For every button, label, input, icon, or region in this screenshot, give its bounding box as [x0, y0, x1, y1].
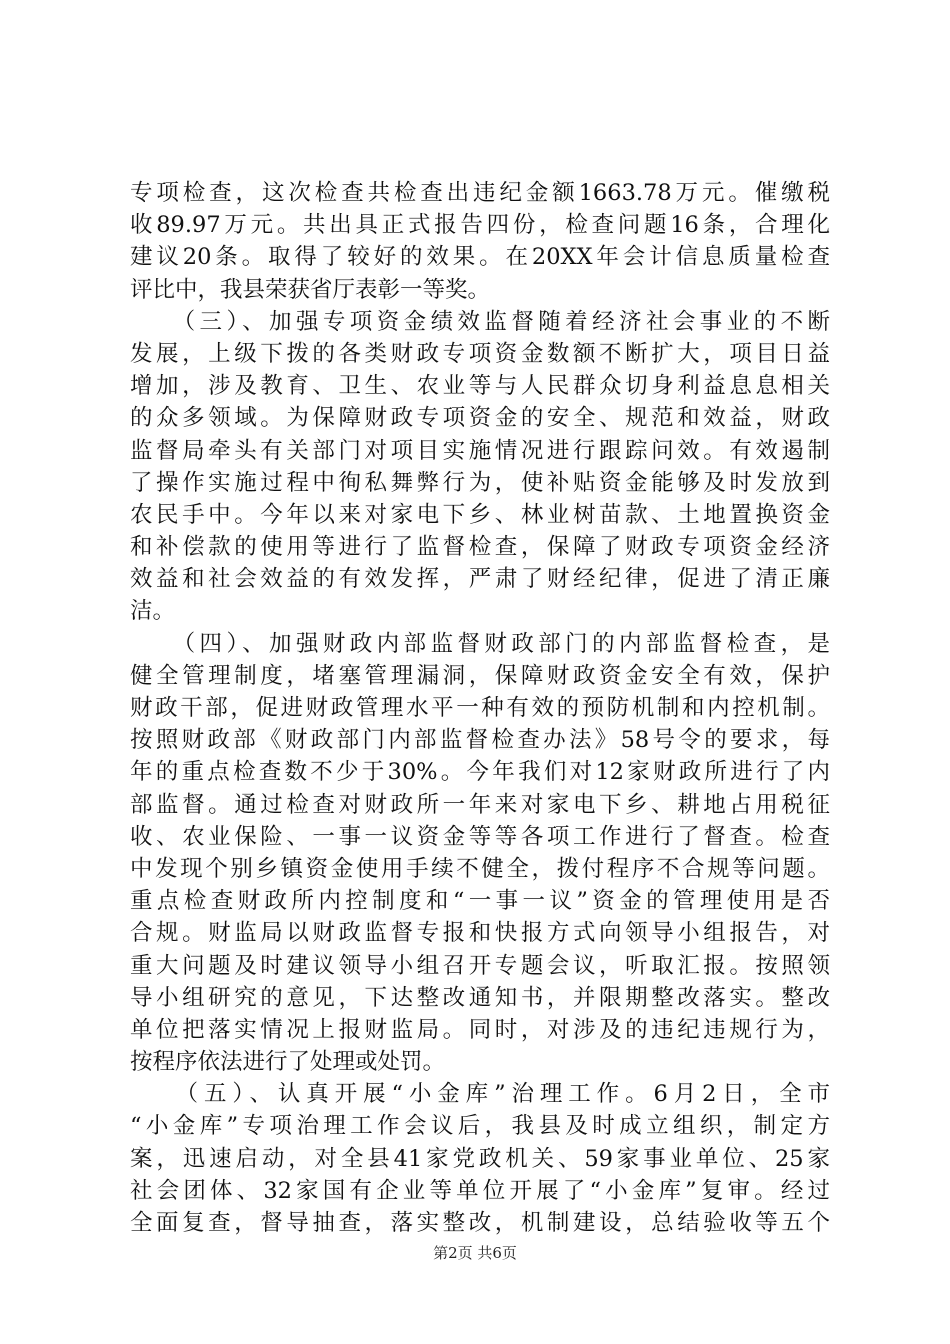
- text-line: 收89.97万元。共出具正式报告四份，检查问题16条，合理化: [130, 212, 830, 239]
- text-line: 评比中，我县荣获省厅表彰一等奖。: [130, 276, 491, 303]
- text-line: 农民手中。今年以来对家电下乡、林业树苗款、土地置换资金: [130, 501, 830, 528]
- text-line: 和补偿款的使用等进行了监督检查，保障了财政专项资金经济: [130, 534, 830, 561]
- text-line: 社会团体、32家国有企业等单位开展了“小金库”复审。经过: [130, 1177, 830, 1204]
- page-footer: 第2页 共6页: [433, 1244, 517, 1262]
- text-line: 全面复查，督导抽查，落实整改，机制建设，总结验收等五个: [130, 1210, 830, 1236]
- text-line: （三）、加强专项资金绩效监督随着经济社会事业的不断: [130, 308, 830, 335]
- text-line: （五）、认真开展“小金库”治理工作。6月2日，全市: [130, 1081, 830, 1108]
- text-line: “小金库”专项治理工作会议后，我县及时成立组织，制定方: [130, 1113, 830, 1140]
- text-line: 财政干部，促进财政管理水平一种有效的预防机制和内控机制。: [130, 695, 830, 721]
- text-line: （四）、加强财政内部监督财政部门的内部监督检查，是: [130, 630, 830, 657]
- text-line: 健全管理制度，堵塞管理漏洞，保障财政资金安全有效，保护: [130, 662, 830, 689]
- text-line: 专项检查，这次检查共检查出违纪金额1663.78万元。催缴税: [130, 180, 830, 206]
- text-line: 中发现个别乡镇资金使用手续不健全，拨付程序不合规等问题。: [130, 855, 830, 882]
- text-line: 单位把落实情况上报财监局。同时，对涉及的违纪违规行为，: [130, 1016, 830, 1043]
- text-line: 按照财政部《财政部门内部监督检查办法》58号令的要求，每: [130, 727, 830, 754]
- text-line: 重点检查财政所内控制度和“一事一议”资金的管理使用是否: [130, 888, 830, 915]
- text-line: 导小组研究的意见，下达整改通知书，并限期整改落实。整改: [130, 984, 830, 1011]
- text-line: 年的重点检查数不少于30%。今年我们对12家财政所进行了内: [130, 759, 830, 786]
- text-line: 监督局牵头有关部门对项目实施情况进行跟踪问效。有效遏制: [130, 437, 830, 464]
- text-line: 合规。财监局以财政监督专报和快报方式向领导小组报告，对: [130, 920, 830, 947]
- text-line: 案，迅速启动，对全县41家党政机关、59家事业单位、25家: [130, 1145, 830, 1172]
- text-line: 建议20条。取得了较好的效果。在20XX年会计信息质量检查: [130, 244, 830, 271]
- text-line: 洁。: [130, 598, 176, 625]
- text-line: 重大问题及时建议领导小组召开专题会议，听取汇报。按照领: [130, 952, 830, 979]
- text-line: 发展，上级下拨的各类财政专项资金数额不断扩大，项目日益: [130, 340, 830, 367]
- text-line: 收、农业保险、一事一议资金等等各项工作进行了督查。检查: [130, 823, 830, 850]
- text-line: 了操作实施过程中徇私舞弊行为，使补贴资金能够及时发放到: [130, 469, 830, 496]
- text-line: 部监督。通过检查对财政所一年来对家电下乡、耕地占用税征: [130, 791, 830, 818]
- text-line: 效益和社会效益的有效发挥，严肃了财经纪律，促进了清正廉: [130, 566, 830, 593]
- text-line: 按程序依法进行了处理或处罚。: [130, 1049, 446, 1076]
- text-line: 的众多领域。为保障财政专项资金的安全、规范和效益，财政: [130, 405, 830, 432]
- text-line: 增加，涉及教育、卫生、农业等与人民群众切身利益息息相关: [130, 373, 830, 400]
- document-body: [130, 177, 830, 1239]
